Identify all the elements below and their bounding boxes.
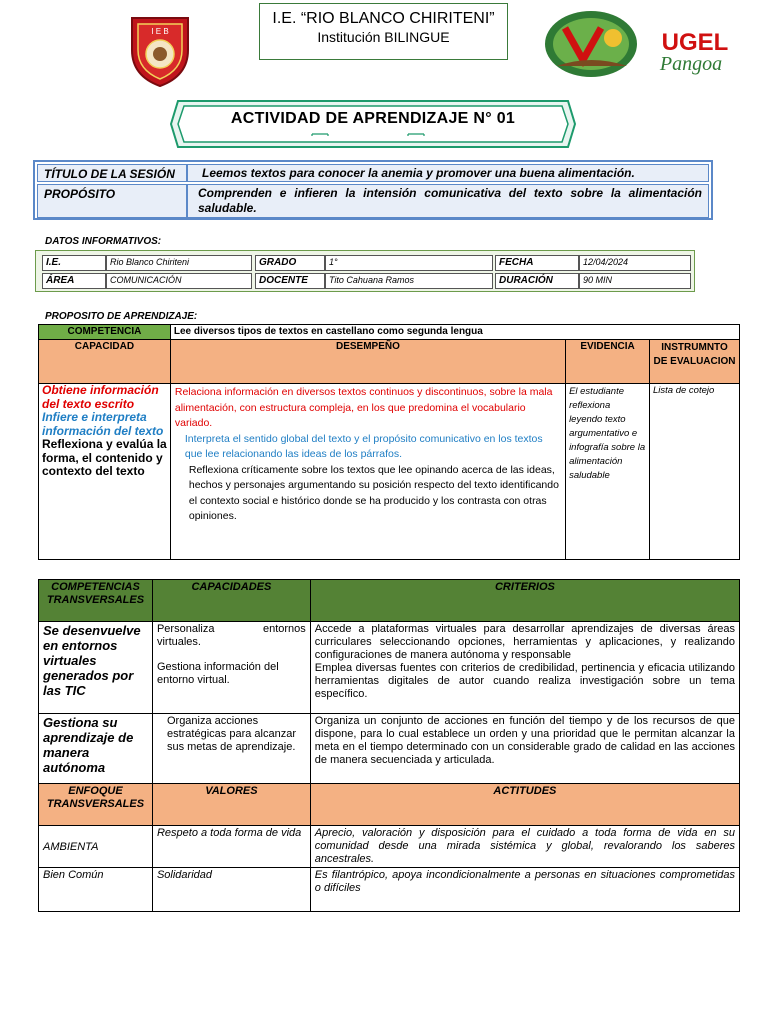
criterio-accede: Accede a plataformas virtuales para desarrollar aprendizajes de diversas áreas curriculares seleccionando opciones, herramientas y aplicaciones, y realizando configuraciones de manera autónoma y responsable bbox=[314, 623, 735, 661]
ie-label: I.E. bbox=[42, 255, 106, 271]
session-purpose-value: Comprenden e infieren la intensión comunicativa del texto sobre la alimentación saludable. bbox=[198, 186, 702, 215]
proposito-heading: PROPOSITO DE APRENDIZAJE: bbox=[45, 311, 198, 322]
svg-text:I E B: I E B bbox=[151, 27, 169, 36]
desempeno-interpreta: Interpreta el sentido global del texto y el propósito comunicativo en los textos que lee relacionando las ideas de los párrafos. bbox=[184, 432, 543, 460]
area-value: COMUNICACIÓN bbox=[106, 273, 252, 289]
competencia-tic: Se desenvuelve en entornos virtuales generados por las TIC bbox=[39, 622, 153, 714]
evidencia-cell: El estudiante reflexiona leyendo texto argumentativo e infografía sobre la alimentación saludable bbox=[566, 384, 650, 560]
docente-value: Tito Cahuana Ramos bbox=[325, 273, 493, 289]
capacidad-organiza: Organiza acciones estratégicas para alcanzar sus metas de aprendizaje. bbox=[152, 714, 310, 784]
school-type: Institución BILINGUE bbox=[317, 29, 450, 45]
capacidad-infiere: Infiere e interpreta información del texto bbox=[42, 410, 164, 438]
instrumento-cell: Lista de cotejo bbox=[650, 384, 740, 560]
session-title-value: Leemos textos para conocer la anemia y promover una buena alimentación. bbox=[202, 166, 635, 180]
enfoque-bien-comun: Bien Común bbox=[39, 868, 153, 912]
school-name: I.E. “RIO BLANCO CHIRITENI” bbox=[272, 10, 495, 27]
ugel-logo bbox=[543, 8, 753, 78]
capacidad-gestiona: Gestiona información del entorno virtual. bbox=[156, 661, 279, 686]
competencia-label: COMPETENCIA bbox=[39, 325, 171, 340]
valores-header: VALORES bbox=[152, 784, 310, 826]
capacidades-cell bbox=[39, 384, 171, 560]
capacidad-reflexiona: Reflexiona y evalúa la forma, el contenido y contexto del texto bbox=[42, 437, 167, 478]
criterios-tic-cell bbox=[310, 622, 739, 714]
capacidad-obtiene: Obtiene información del texto escrito bbox=[42, 383, 159, 411]
capacidades-tic-cell bbox=[152, 622, 310, 714]
criterio-organiza: Organiza un conjunto de acciones en función del tiempo y de los recursos de que dispone, para lo cual establece un orden y una prioridad que le permitan alcanzar la meta en el tiempo determinado con un considerable grado de calidad en las acciones de manera secuenciada y articulada. bbox=[310, 714, 739, 784]
fecha-value: 12/04/2024 bbox=[579, 255, 691, 271]
actitudes-header: ACTITUDES bbox=[310, 784, 739, 826]
capacidades-header: CAPACIDADES bbox=[152, 580, 310, 622]
desempeno-cell bbox=[170, 384, 565, 560]
area-label: ÁREA bbox=[42, 273, 106, 289]
desempeno-relaciona: Relaciona información en diversos textos continuos y discontinuos, sobre la mala alimentación, con estructura compleja, en los que predomina el vocabulario variado. bbox=[174, 386, 553, 429]
competencias-transversales-header: COMPETENCIAS TRANSVERSALES bbox=[39, 580, 153, 622]
capacidad-header: CAPACIDAD bbox=[39, 340, 171, 384]
instrumento-header: INSTRUMNTO DE EVALUACION bbox=[650, 340, 740, 384]
valor-solidaridad: Solidaridad bbox=[152, 868, 310, 912]
duracion-label: DURACIÓN bbox=[495, 273, 579, 289]
datos-informativos-table bbox=[35, 250, 695, 292]
evidencia-header: EVIDENCIA bbox=[566, 340, 650, 384]
fecha-label: FECHA bbox=[495, 255, 579, 271]
enfoque-ambiental: AMBIENTA bbox=[39, 826, 153, 868]
competencia-gestiona: Gestiona su aprendizaje de manera autónoma bbox=[39, 714, 153, 784]
desempeno-header: DESEMPEÑO bbox=[170, 340, 565, 384]
svg-text:Pangoa: Pangoa bbox=[659, 53, 723, 75]
enfoque-header: ENFOQUE TRANSVERSALES bbox=[39, 784, 153, 826]
competencia-table bbox=[38, 324, 740, 560]
svg-text:UGEL: UGEL bbox=[661, 29, 729, 56]
page-title: ACTIVIDAD DE APRENDIZAJE N° 01 bbox=[230, 110, 516, 127]
desempeno-reflexiona: Reflexiona críticamente sobre los textos que lee opinando acerca de las ideas, hechos y personajes argumentando su posición respecto del texto identificando el contexto social e histórico donde se ha producido y los contrasta con otras opiniones. bbox=[188, 463, 559, 522]
ie-value: Rio Blanco Chiriteni bbox=[106, 255, 252, 271]
session-title-row bbox=[37, 164, 709, 182]
duracion-value: 90 MIN bbox=[579, 273, 691, 289]
school-crest-logo bbox=[126, 10, 194, 88]
capacidad-personaliza: Personaliza entornos virtuales. bbox=[156, 623, 306, 648]
datos-heading: DATOS INFORMATIVOS: bbox=[45, 236, 162, 247]
criterios-header: CRITERIOS bbox=[310, 580, 739, 622]
session-info-table bbox=[33, 160, 713, 220]
actitud-aprecio: Aprecio, valoración y disposición para el cuidado a toda forma de vida en su comunidad desde una mirada sistémica y global, revalorando los saberes ancestrales. bbox=[310, 826, 739, 868]
docente-label: DOCENTE bbox=[255, 273, 325, 289]
session-purpose-row bbox=[37, 184, 709, 218]
school-name-box bbox=[259, 3, 508, 60]
competencia-value: Lee diversos tipos de textos en castellano como segunda lengua bbox=[170, 325, 739, 340]
valor-respeto: Respeto a toda forma de vida bbox=[152, 826, 310, 868]
grado-value: 1° bbox=[325, 255, 493, 271]
grado-label: GRADO bbox=[255, 255, 325, 271]
session-purpose-label: PROPÓSITO bbox=[38, 185, 188, 217]
session-title-label: TÍTULO DE LA SESIÓN bbox=[38, 165, 188, 181]
criterio-emplea: Emplea diversas fuentes con criterios de credibilidad, pertinencia y eficacia utilizando herramientas digitales de autor cuando realiza investigación sobre un tema específico. bbox=[314, 662, 735, 700]
actitud-filantropico: Es filantrópico, apoya incondicionalmente a personas en situaciones comprometidas o difíciles bbox=[310, 868, 739, 912]
transversal-table bbox=[38, 579, 740, 912]
